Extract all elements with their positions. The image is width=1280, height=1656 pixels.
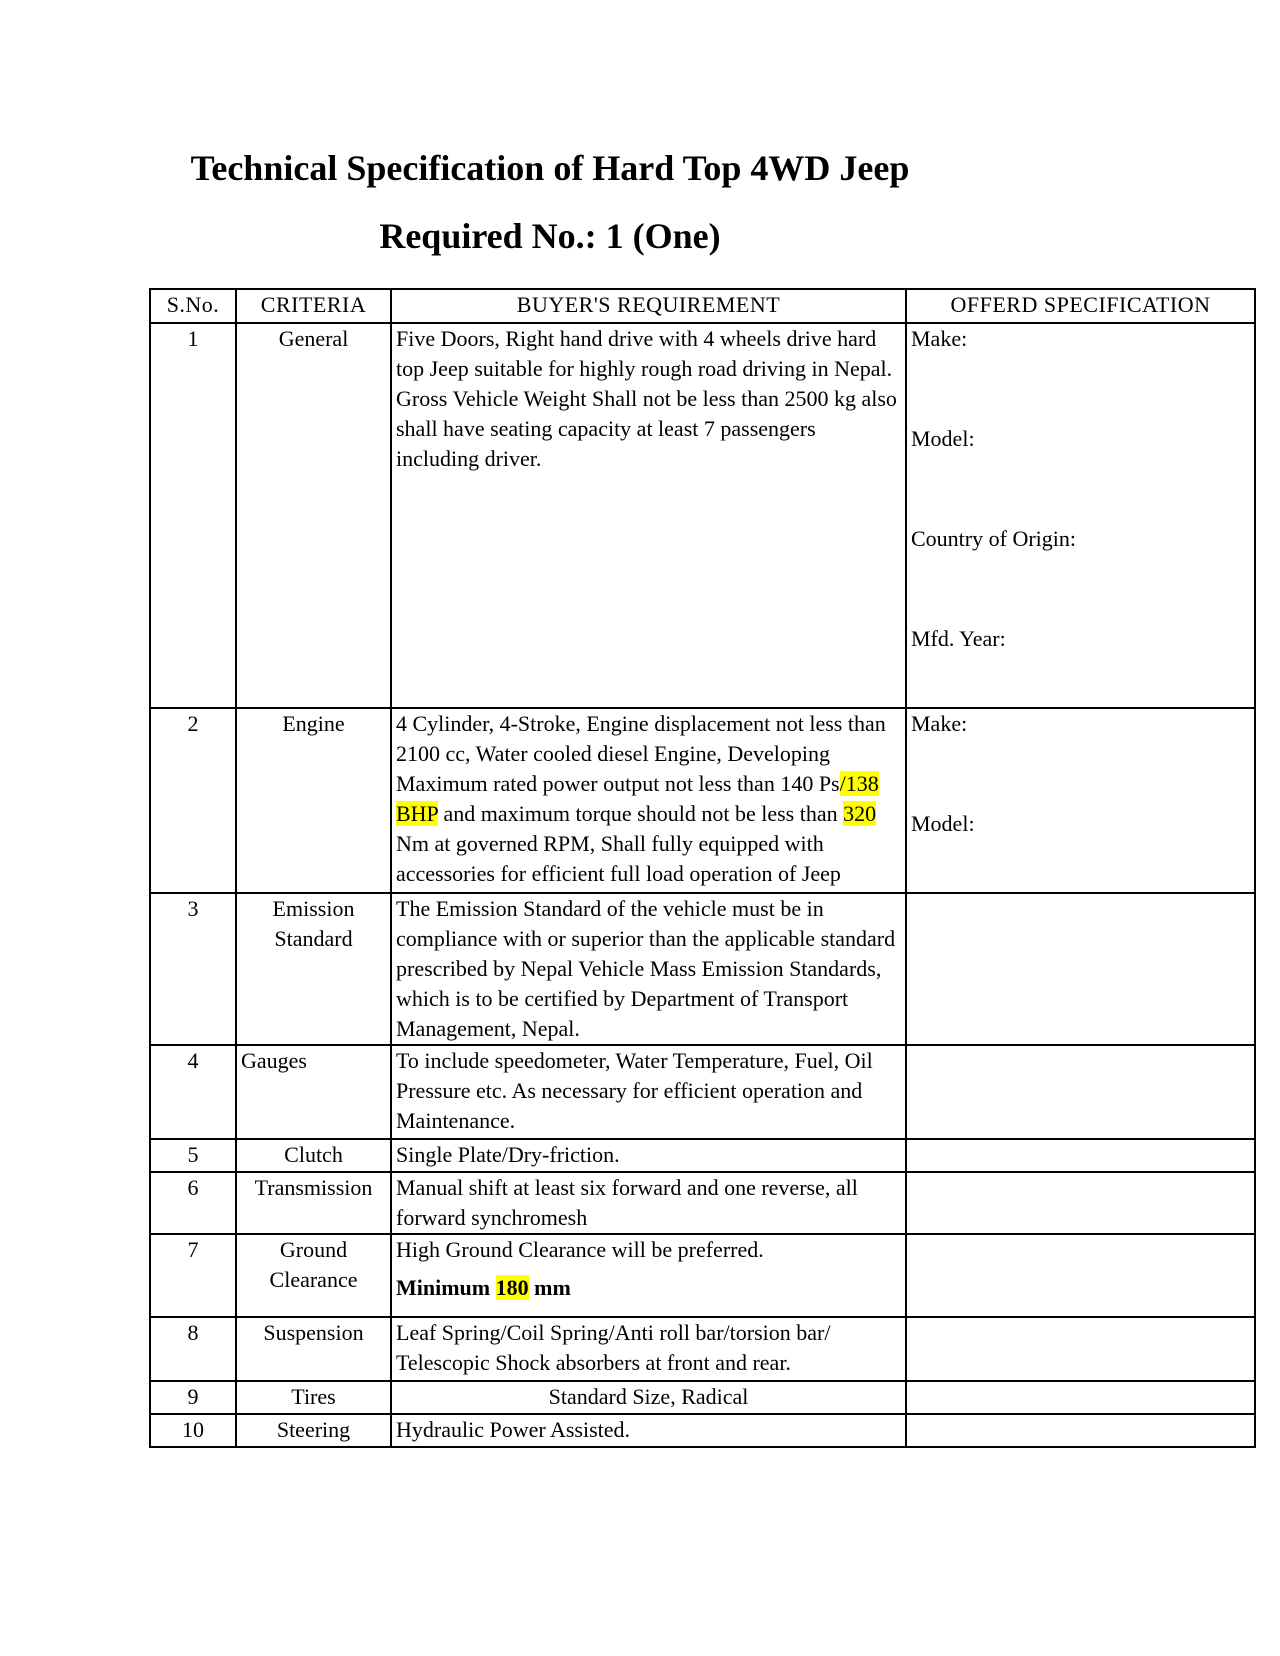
row-criteria: Clutch — [236, 1139, 391, 1172]
highlighted-text: /138 BHP — [396, 771, 879, 826]
header-offered-specification: OFFERD SPECIFICATION — [906, 289, 1255, 323]
row-sno: 6 — [150, 1172, 236, 1234]
requirement-text: and maximum torque should not be less than — [437, 801, 844, 826]
minimum-clearance — [396, 1275, 901, 1301]
row-criteria: Tires — [236, 1381, 391, 1414]
highlighted-text: 180 — [495, 1275, 529, 1300]
row-offered — [906, 1139, 1255, 1172]
row-requirement: Single Plate/Dry-friction. — [391, 1139, 906, 1172]
row-criteria: Transmission — [236, 1172, 391, 1234]
offered-make-label: Make: — [911, 326, 968, 351]
minimum-label: Minimum — [396, 1275, 496, 1300]
row-requirement: Manual shift at least six forward and one reverse, all forward synchromesh — [391, 1172, 906, 1234]
row-requirement: Hydraulic Power Assisted. — [391, 1414, 906, 1447]
row-criteria: Gauges — [236, 1045, 391, 1139]
table-row — [150, 1045, 1255, 1139]
row-criteria: Engine — [236, 708, 391, 893]
highlighted-text: 320 — [843, 801, 877, 826]
row-criteria: Ground Clearance — [236, 1234, 391, 1317]
row-offered — [906, 708, 1255, 893]
header-buyer-requirement: BUYER'S REQUIREMENT — [391, 289, 906, 323]
header-criteria: CRITERIA — [236, 289, 391, 323]
row-sno: 4 — [150, 1045, 236, 1139]
row-offered — [906, 1045, 1255, 1139]
row-sno: 7 — [150, 1234, 236, 1317]
offered-model-label: Model: — [911, 811, 975, 836]
row-sno: 3 — [150, 893, 236, 1045]
table-row — [150, 323, 1255, 708]
row-requirement — [391, 1234, 906, 1317]
row-offered — [906, 1381, 1255, 1414]
row-criteria: Emission Standard — [236, 893, 391, 1045]
table-row — [150, 1172, 1255, 1234]
table-row — [150, 1139, 1255, 1172]
row-sno: 1 — [150, 323, 236, 708]
table-row — [150, 893, 1255, 1045]
requirement-text: Nm at governed RPM, Shall fully equipped with accessories for efficient full load operation of Jeep — [396, 831, 841, 886]
row-requirement: The Emission Standard of the vehicle must be in compliance with or superior than the applicable standard prescribed by Nepal Vehicle Mass Emission Standards, which is to be certified by Department of Transport Management, Nepal. — [391, 893, 906, 1045]
table-row — [150, 1414, 1255, 1447]
document-subtitle: Required No.: 1 (One) — [379, 216, 721, 256]
specification-table — [149, 288, 1256, 1448]
requirement-text: High Ground Clearance will be preferred. — [396, 1237, 764, 1262]
row-requirement: Leaf Spring/Coil Spring/Anti roll bar/torsion bar/ Telescopic Shock absorbers at front and rear. — [391, 1317, 906, 1381]
row-offered — [906, 323, 1255, 708]
offered-model-label: Model: — [911, 426, 975, 451]
header-sno: S.No. — [150, 289, 236, 323]
row-offered — [906, 1317, 1255, 1381]
row-sno: 10 — [150, 1414, 236, 1447]
table-row — [150, 1234, 1255, 1317]
table-row — [150, 708, 1255, 893]
offered-make-label: Make: — [911, 711, 968, 736]
row-criteria: Steering — [236, 1414, 391, 1447]
table-row — [150, 1317, 1255, 1381]
row-requirement — [391, 708, 906, 893]
minimum-unit: mm — [528, 1275, 571, 1300]
row-offered — [906, 1172, 1255, 1234]
requirement-text: 4 Cylinder, 4-Stroke, Engine displacement not less than 2100 cc, Water cooled diesel Engine, Developing Maximum rated power output not less than 140 Ps — [396, 711, 886, 796]
row-sno: 9 — [150, 1381, 236, 1414]
row-requirement: To include speedometer, Water Temperature, Fuel, Oil Pressure etc. As necessary for efficient operation and Maintenance. — [391, 1045, 906, 1139]
table-row — [150, 1381, 1255, 1414]
document-title: Technical Specification of Hard Top 4WD Jeep — [190, 148, 910, 188]
row-offered — [906, 1234, 1255, 1317]
row-sno: 2 — [150, 708, 236, 893]
row-criteria: General — [236, 323, 391, 708]
row-offered — [906, 1414, 1255, 1447]
row-requirement: Five Doors, Right hand drive with 4 wheels drive hard top Jeep suitable for highly rough road driving in Nepal. Gross Vehicle Weight Shall not be less than 2500 kg also shall have seating capacity at least 7 passengers including driver. — [391, 323, 906, 708]
offered-country-label: Country of Origin: — [911, 526, 1076, 551]
row-criteria: Suspension — [236, 1317, 391, 1381]
row-requirement: Standard Size, Radical — [391, 1381, 906, 1414]
row-offered — [906, 893, 1255, 1045]
offered-year-label: Mfd. Year: — [911, 626, 1006, 651]
row-sno: 5 — [150, 1139, 236, 1172]
table-header-row — [150, 289, 1255, 323]
row-sno: 8 — [150, 1317, 236, 1381]
